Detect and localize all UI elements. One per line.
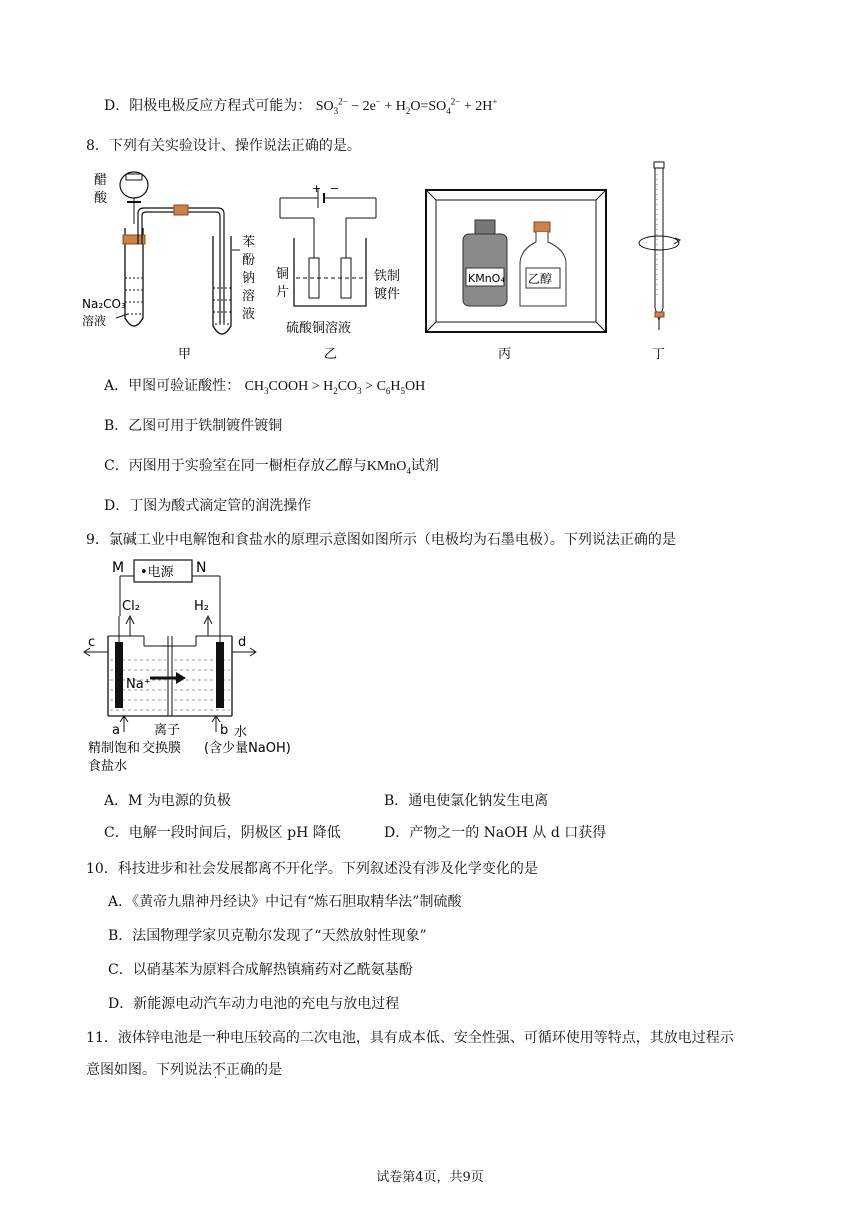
option-letter: D． (108, 996, 134, 1012)
fig-label: a (112, 723, 120, 738)
page-footer: 试卷第4页，共9页 (376, 1170, 484, 1185)
fig-label: Cl₂ (122, 599, 140, 614)
fig-label: Na₂CO₃ (82, 297, 126, 311)
q8-option-b (104, 415, 282, 435)
q9-option-d (384, 822, 606, 842)
fig-label: 精制饱和 (88, 741, 141, 756)
emphasized-text: 不正确 · · (212, 1062, 254, 1078)
fig-label: 溶液 (82, 314, 107, 328)
fig-label: 苯 (242, 235, 256, 250)
option-letter: B． (384, 793, 409, 809)
option-letter: C． (104, 825, 129, 841)
anode-equation: $SO_3^{2-} - 2e^- + H_2O=SO_4^{2-} + 2H^+$ (315, 96, 498, 116)
fig-label: 乙醇 (528, 272, 553, 286)
option-text: 产物之一的 NaOH 从 d 口获得 (409, 825, 607, 841)
option-text: 《黄帝九鼎神丹经诀》中记有“炼石胆取精华法”制硫酸 (132, 894, 462, 910)
q9-option-c (104, 822, 341, 842)
q10-option-b (108, 925, 427, 945)
figure-bing (426, 190, 606, 362)
fig-label: 铜 (276, 267, 290, 282)
fig-caption: 丁 (652, 347, 666, 362)
option-letter: D． (384, 825, 410, 841)
option-text: 通电使氯化钠发生电离 (408, 793, 549, 809)
fig-caption: 乙 (324, 347, 338, 362)
q9-stem: 9．氯碱工业中电解饱和食盐水的原理示意图如图所示（电极均为石墨电极）。下列说法正确的是 (86, 532, 676, 548)
option-letter: A． (104, 378, 129, 394)
q10-option-a (108, 891, 461, 911)
option-text: M 为电源的负极 (128, 793, 231, 809)
stem-text: 的是 (254, 1062, 282, 1078)
fig-label: H₂ (194, 599, 209, 614)
fig-label: 酚 (242, 253, 256, 268)
fig-label: b (220, 723, 229, 738)
q8-figures (80, 158, 780, 368)
option-suffix: 试剂 (410, 458, 439, 474)
option-text: 甲图可验证酸性： (128, 378, 241, 394)
option-letter: B． (108, 928, 133, 944)
svg-text:−: − (330, 182, 340, 195)
fig-label: 离子 (154, 723, 181, 738)
option-letter: B． (104, 418, 129, 434)
fig-label: 醋 (94, 173, 108, 188)
option-text: 以硝基苯为原料合成解热镇痛药对乙酰氨基酚 (132, 962, 413, 978)
figure-ding (639, 162, 680, 362)
option-text: 丙图用于实验室在同一橱柜存放乙醇与 (128, 458, 367, 474)
option-text: 丁图为酸式滴定管的润洗操作 (129, 498, 312, 514)
fig-label: 镀件 (374, 287, 401, 302)
fig-label: 交换膜 (142, 741, 182, 756)
stem-text: 意图如图。下列说法 (86, 1062, 212, 1078)
fig-label: 铁制 (374, 269, 401, 284)
option-letter: D． (104, 498, 130, 514)
q11-stem-line1: 11．液体锌电池是一种电压较高的二次电池，具有成本低、安全性强、可循环使用等特点，其放电过程示 (86, 1030, 734, 1046)
q8-stem: 8．下列有关实验设计、操作说法正确的是。 (86, 138, 361, 154)
svg-text:+: + (312, 182, 322, 195)
q9-electrolysis-figure (80, 556, 340, 778)
q9-option-a (104, 790, 231, 810)
q8-option-c (104, 455, 439, 476)
q10-stem: 10．科技进步和社会发展都离不开化学。下列叙述没有涉及化学变化的是 (86, 861, 538, 877)
fig-label: c (88, 635, 96, 650)
fig-caption: 丙 (498, 347, 512, 362)
q8-option-a (104, 375, 425, 396)
option-letter: D． (104, 98, 130, 114)
q10-option-c (108, 959, 413, 979)
fig-label: KMnO₄ (468, 272, 505, 285)
acidity-formula: $CH_3COOH > H_2CO_3 > C_6H_5OH$ (244, 379, 426, 396)
fig-label: d (238, 635, 247, 650)
option-letter: C． (104, 458, 129, 474)
fig-label: 硫酸铜溶液 (286, 321, 352, 336)
kmno4-formula: KMnO$_4$ (366, 459, 411, 476)
option-letter: A． (104, 793, 129, 809)
fig-label: 溶 (242, 289, 256, 304)
fig-caption: 甲 (178, 347, 192, 362)
figure-jia (82, 172, 255, 362)
option-text: 法国物理学家贝克勒尔发现了“天然放射性现象” (132, 928, 427, 944)
option-letter: C． (108, 962, 133, 978)
q9-option-b (384, 790, 548, 810)
fig-label: 食盐水 (88, 759, 128, 774)
figure-yi (276, 182, 400, 362)
fig-label: (含少量NaOH) (204, 741, 291, 756)
option-text: 阳极电极反应方程式可能为： (129, 98, 312, 114)
option-letter: A． (108, 894, 133, 910)
option-text: 乙图可用于铁制镀件镀铜 (128, 418, 283, 434)
fig-label: 液 (242, 307, 256, 322)
fig-label: N (196, 560, 207, 576)
option-text: 电解一段时间后，阴极区 pH 降低 (128, 825, 341, 841)
fig-label: 片 (276, 285, 290, 300)
fig-label: •电源 (140, 565, 174, 580)
option-text: 新能源电动汽车动力电池的充电与放电过程 (133, 996, 400, 1012)
q7-option-d (104, 95, 497, 116)
q10-option-d (108, 993, 399, 1013)
fig-label: M (112, 560, 125, 576)
fig-label: 钠 (242, 271, 256, 286)
q8-option-d (104, 495, 311, 515)
q11-stem-line2 (86, 1059, 282, 1079)
fig-label: 水 (234, 725, 248, 740)
fig-label: 酸 (94, 191, 108, 206)
fig-label: Na⁺ (126, 677, 151, 692)
